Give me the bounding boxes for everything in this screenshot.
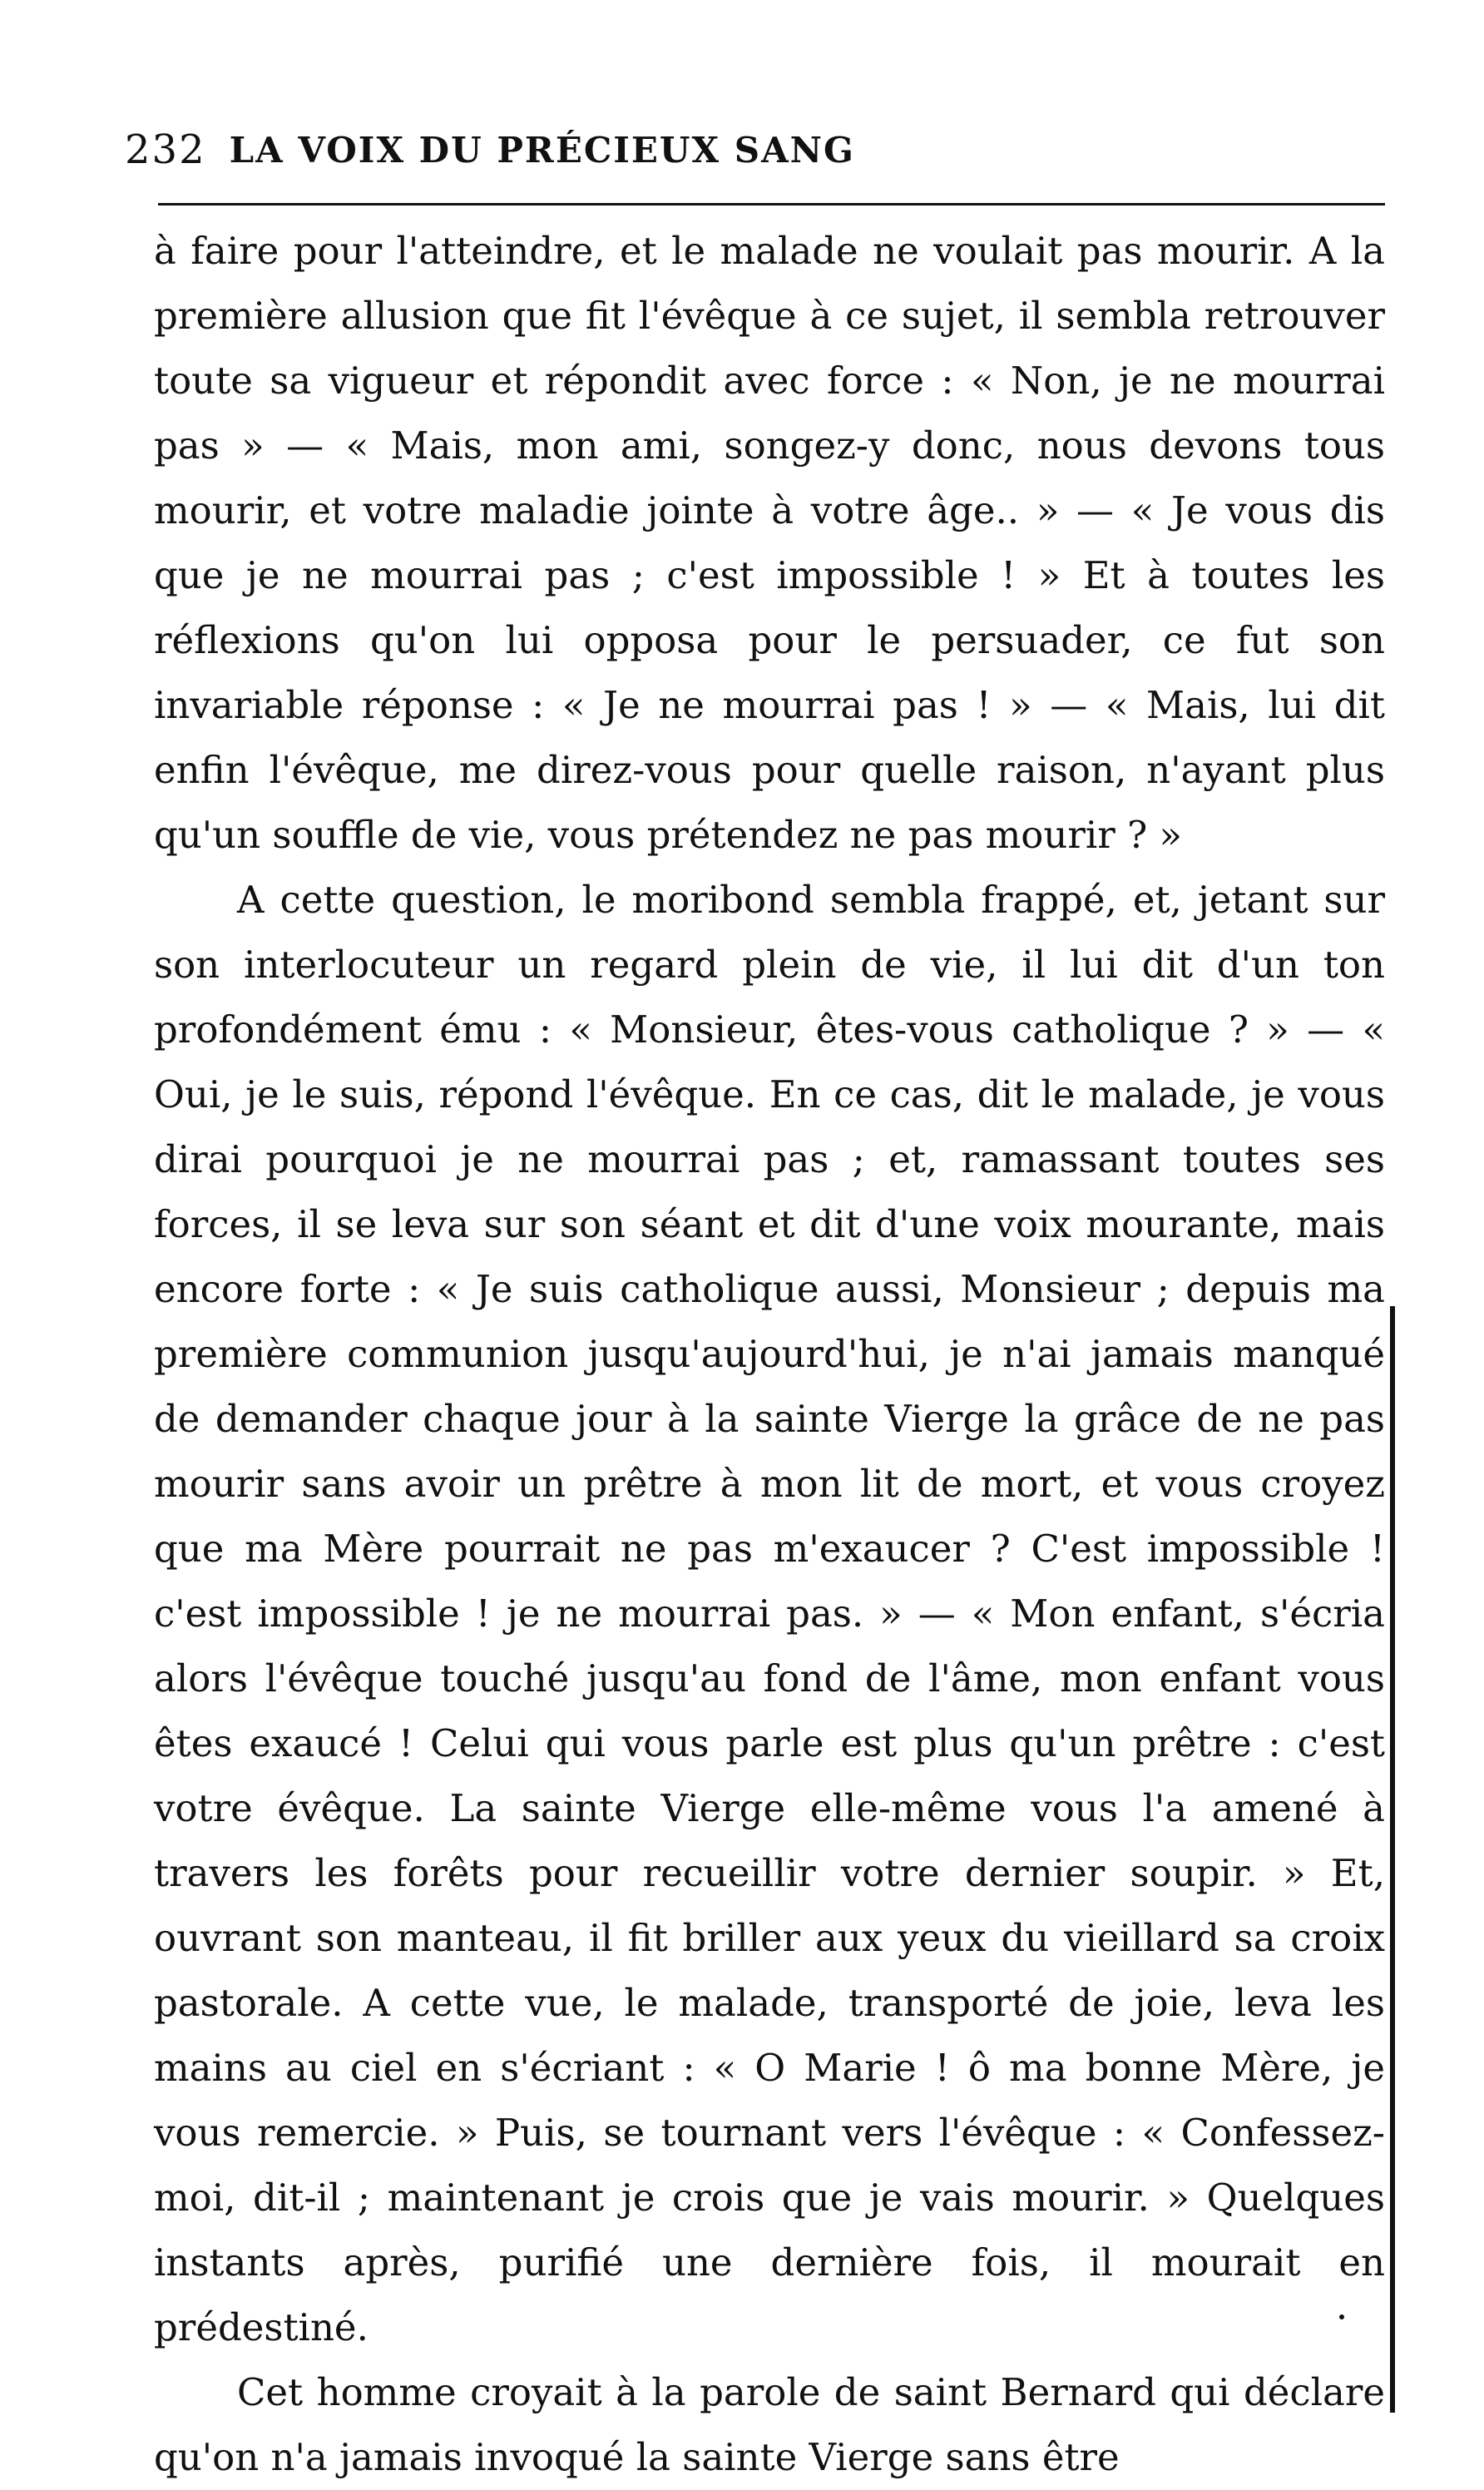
running-title: LA VOIX DU PRÉCIEUX SANG <box>229 129 855 171</box>
paragraph: à faire pour l'atteindre, et le malade ne voulait pas mourir. A la première allusion que fit l'évêque à ce sujet, il sembla retrouver toute sa vigueur et répondit avec force : « Non, je ne mourrai pas » — « Mais, mon ami, songez-y donc, nous devons tous mourir, et votre maladie jointe à votre âge.. » — « Je vous dis que je ne mourrai pas ; c'est impossible ! » Et à toutes les réflexions qu'on lui opposa pour le persuader, ce fut son invariable réponse : « Je ne mourrai pas ! » — « Mais, lui dit enfin l'évêque, me direz-vous pour quelle raison, n'ayant plus qu'un souffle de vie, vous prétendez ne pas mourir ? » <box>154 229 1385 857</box>
page-header <box>125 116 1373 183</box>
body-text <box>154 219 1385 2490</box>
gutter-shadow <box>1390 1306 1395 2413</box>
header-rule <box>158 203 1385 205</box>
paragraph: A cette question, le moribond sembla frappé, et, jetant sur son interlocuteur un regard plein de vie, il lui dit d'un ton profondément ému : « Monsieur, êtes-vous catholique ? » — « Oui, je le suis, répond l'évêque. En ce cas, dit le malade, je vous dirai pourquoi je ne mourrai pas ; et, ramassant toutes ses forces, il se leva sur son séant et dit d'une voix mourante, mais encore forte : « Je suis catholique aussi, Monsieur ; depuis ma première communion jusqu'aujourd'hui, je n'ai jamais manqué de demander chaque jour à la sainte Vierge la grâce de ne pas mourir sans avoir un prêtre à mon lit de mort, et vous croyez que ma Mère pourrait ne pas m'exaucer ? C'est impossible ! c'est impossible ! je ne mourrai pas. » — « Mon enfant, s'écria alors l'évêque touché jusqu'au fond de l'âme, mon enfant vous êtes exaucé ! Celui qui vous parle est plus qu'un prêtre : c'est votre évêque. La sainte Vierge elle-même vous l'a amené à travers les forêts pour recueillir votre dernier soupir. » Et, ouvrant son manteau, il fit briller aux yeux du vieillard sa croix pastorale. A cette vue, le malade, transporté de joie, leva les mains au ciel en s'écriant : « O Marie ! ô ma bonne Mère, je vous remercie. » Puis, se tournant vers l'évêque : « Confessez-moi, dit-il ; maintenant je crois que je vais mourir. » Quelques instants après, purifié une dernière fois, il mourait en prédestiné. <box>154 878 1385 2349</box>
ink-speck <box>1339 2314 1344 2319</box>
page-number: 232 <box>125 126 206 173</box>
paragraph: Cet homme croyait à la parole de saint Bernard qui déclare qu'on n'a jamais invoqué la sainte Vierge sans être <box>154 2370 1385 2479</box>
